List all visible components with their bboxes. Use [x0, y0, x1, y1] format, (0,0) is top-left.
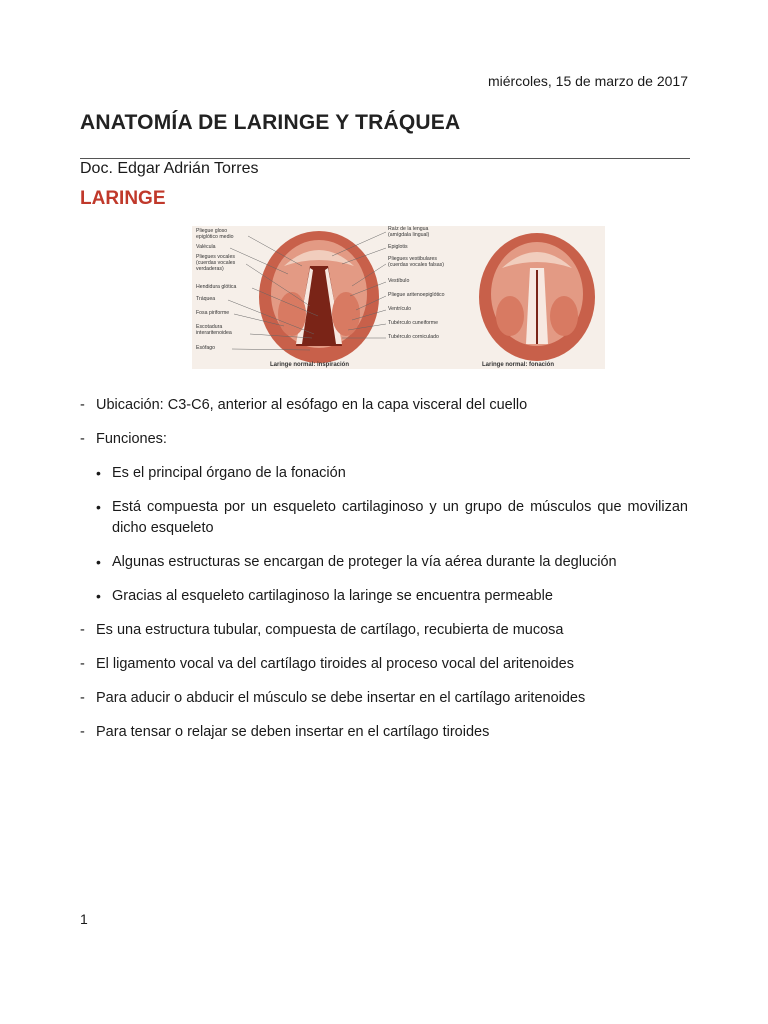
list-item: [80, 654, 688, 675]
dash-marker: -: [80, 656, 85, 672]
bullet-item: [80, 497, 688, 539]
figure-label-left: interaritenoidea: [196, 330, 232, 336]
figure-label-left: epiglótico medio: [196, 234, 234, 240]
item-text: Está compuesta por un esqueleto cartilaginoso y un grupo de músculos que movilizan dicho esqueleto: [112, 499, 688, 536]
figure-label-left: Escotadura: [196, 324, 223, 330]
arytenoid-left-b: [332, 292, 360, 336]
list-item: [80, 429, 688, 450]
dash-marker: -: [80, 397, 85, 413]
larynx-inspiration-drawing: [259, 231, 379, 363]
bullet-marker: •: [96, 499, 101, 515]
list-item: [80, 688, 688, 709]
bullet-marker: •: [96, 588, 101, 604]
larynx-figure: [192, 226, 605, 369]
figure-label-left: verdaderas): [196, 266, 224, 272]
item-text: Para tensar o relajar se deben insertar en el cartílago tiroides: [96, 724, 490, 740]
figure-label-right: (amígdala lingual): [388, 232, 430, 238]
bullet-item: [80, 463, 688, 484]
author-name: Doc. Edgar Adrián Torres: [80, 160, 259, 177]
larynx-illustration: [192, 226, 605, 369]
item-text: Es una estructura tubular, compuesta de cartílago, recubierta de mucosa: [96, 622, 564, 638]
list-item: [80, 722, 688, 743]
figure-label-right: Ventrículo: [388, 306, 412, 312]
dash-marker: -: [80, 724, 85, 740]
document-title: ANATOMÍA DE LARINGE Y TRÁQUEA: [80, 111, 461, 134]
caption-phonation: Laringe normal: fonación: [482, 362, 555, 368]
dash-marker: -: [80, 690, 85, 706]
figure-label-left: Hendidura glótica: [196, 284, 237, 290]
dash-marker: -: [80, 622, 85, 638]
bullet-item: [80, 586, 688, 607]
item-text: El ligamento vocal va del cartílago tiroides al proceso vocal del aritenoides: [96, 656, 574, 672]
bullet-item: [80, 552, 688, 573]
dash-marker: -: [80, 431, 85, 447]
page-number: 1: [80, 911, 88, 927]
figure-label-left: Tráquea: [196, 296, 216, 302]
arytenoid-right-b: [550, 296, 578, 336]
figure-label-right: Pliegue aritenoepiglótico: [388, 292, 445, 298]
figure-label-left: (cuerdas vocales: [196, 260, 236, 266]
item-text: Para aducir o abducir el músculo se debe insertar en el cartílago aritenoides: [96, 690, 586, 706]
figure-label-left: Fosa piriforme: [196, 310, 230, 316]
figure-label-right: Epiglotis: [388, 244, 408, 250]
figure-label-right: (cuerdas vocales falsas): [388, 262, 444, 268]
list-item: [80, 395, 688, 416]
figure-label-right: Pliegues vestibulares: [388, 256, 438, 262]
title-divider: [80, 158, 690, 159]
caption-inspiration: Laringe normal: inspiración: [270, 362, 350, 368]
larynx-phonation-drawing: [479, 233, 595, 361]
item-text: Algunas estructuras se encargan de proteger la vía aérea durante la deglución: [112, 554, 617, 570]
figure-label-right: Raíz de la lengua: [388, 226, 429, 232]
item-text: Es el principal órgano de la fonación: [112, 465, 346, 481]
section-heading: LARINGE: [80, 188, 166, 209]
item-text: Funciones:: [96, 431, 167, 447]
document-date: miércoles, 15 de marzo de 2017: [488, 73, 688, 89]
figure-label-left: Pliegue gloso: [196, 228, 228, 234]
list-item: [80, 620, 688, 641]
figure-label-left: Pliegues vocales: [196, 254, 235, 260]
item-text: Ubicación: C3-C6, anterior al esófago en la capa visceral del cuello: [96, 397, 528, 413]
figure-label-left: Esófago: [196, 345, 216, 351]
bullet-marker: •: [96, 465, 101, 481]
content-list: [80, 395, 688, 743]
item-text: Gracias al esqueleto cartilaginoso la laringe se encuentra permeable: [112, 588, 553, 604]
figure-label-left: Valécula: [196, 244, 216, 250]
figure-label-right: Tubérculo corniculado: [388, 334, 439, 340]
figure-label-right: Tubérculo cuneiforme: [388, 320, 438, 326]
bullet-marker: •: [96, 554, 101, 570]
arytenoid-right-a: [496, 296, 524, 336]
figure-label-right: Vestíbulo: [388, 278, 410, 284]
